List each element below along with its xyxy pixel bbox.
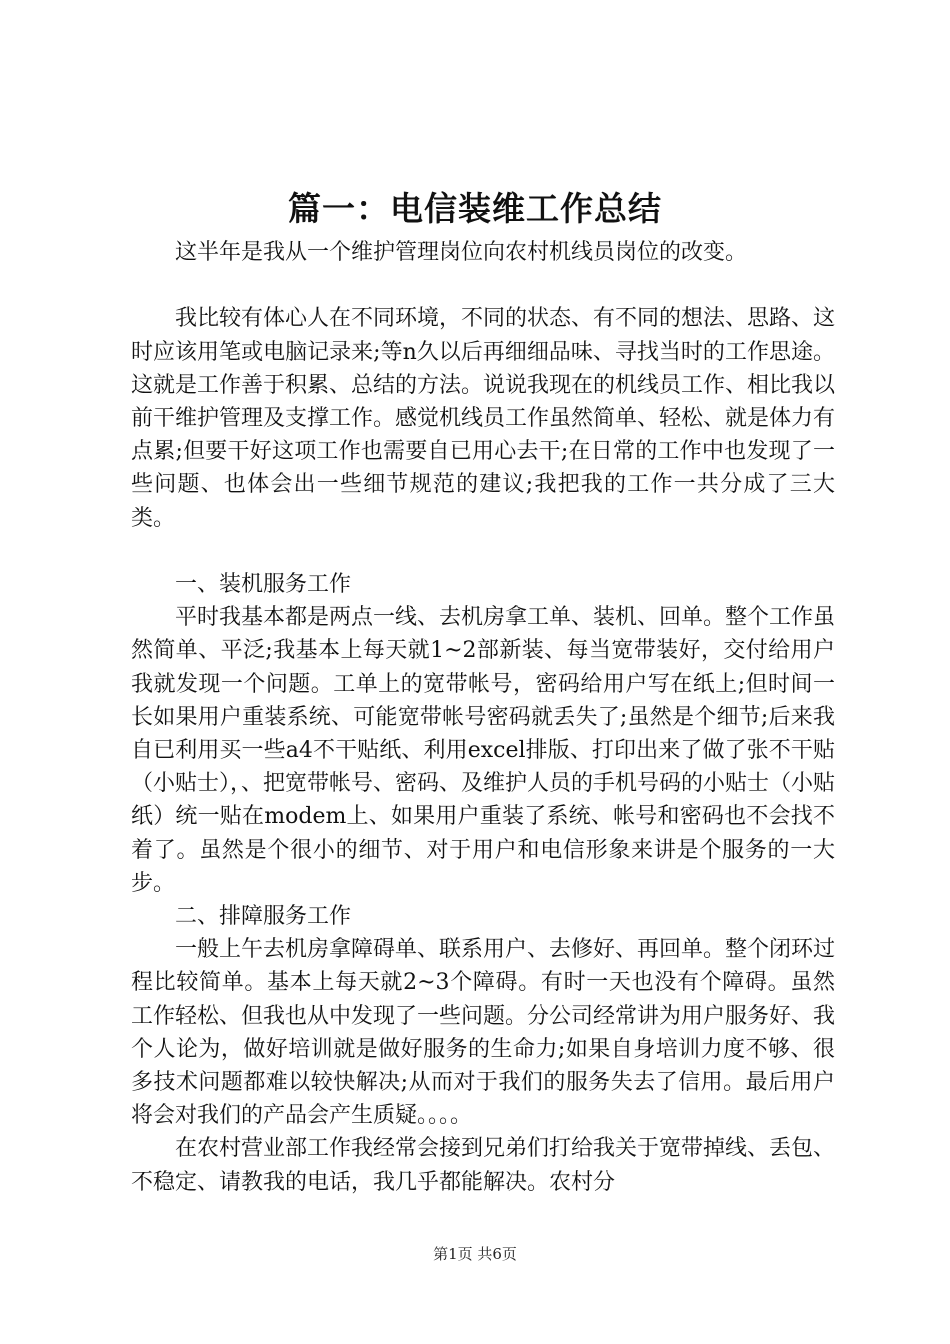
document-title: 篇一：电信装维工作总结 bbox=[288, 189, 662, 228]
section-heading-installation: 一、装机服务工作 bbox=[175, 572, 352, 597]
paragraph-troubleshooting: 一般上午去机房拿障碍单、联系用户、去修好、再回单。整个闭环过程比较简单。基本上每天就2~3个障碍。有时一天也没有个障碍。虽然工作轻松、但我也从中发现了一些问题。分公司经常讲为用户服务好、我个人论为，做好培训就是做好服务的生命力;如果自身培训力度不够、很多技术问题都难以较快解决;从而对于我们的服务失去了信用。最后用户将会对我们的产品会产生质疑。。。。 bbox=[131, 937, 836, 1129]
document-body bbox=[131, 236, 835, 1199]
paragraph-overview: 我比较有体心人在不同环境，不同的状态、有不同的想法、思路、这时应该用笔或电脑记录来;等n久以后再细细品味、寻找当时的工作思途。这就是工作善于积累、总结的方法。说说我现在的机线员工作、相比我以前干维护管理及支撑工作。感觉机线员工作虽然简单、轻松、就是体力有点累;但要干好这项工作也需要自已用心去干;在日常的工作中也发现了一些问题、也体会出一些细节规范的建议;我把我的工作一共分成了三大类。 bbox=[131, 306, 836, 531]
section-heading-troubleshooting: 二、排障服务工作 bbox=[175, 904, 352, 930]
paragraph-gap bbox=[131, 535, 835, 568]
paragraph-installation: 平时我基本都是两点一线、去机房拿工单、装机、回单。整个工作虽然简单、平泛;我基本上每天就1~2部新装、每当宽带装好，交付给用户我就发现一个问题。工单上的宽带帐号，密码给用户写在纸上;但时间一长如果用户重装系统、可能宽带帐号密码就丢失了;虽然是个细节;后来我自已利用买一些a4不干贴纸、利用excel排版、打印出来了做了张不干贴（小贴士），、把宽带帐号、密码、及维护人员的手机号码的小贴士（小贴纸）统一贴在modem上、如果用户重装了系统、帐号和密码也不会找不着了。虽然是个很小的细节、对于用户和电信形象来讲是个服务的一大步。 bbox=[131, 605, 836, 896]
page-number-footer: 第1页 共6页 bbox=[433, 1245, 517, 1263]
paragraph-intro: 这半年是我从一个维护管理岗位向农村机线员岗位的改变。 bbox=[175, 240, 748, 265]
paragraph-rural-office: 在农村营业部工作我经常会接到兄弟们打给我关于宽带掉线、丢包、不稳定、请教我的电话，我几乎都能解决。农村分 bbox=[131, 1136, 836, 1195]
paragraph-gap bbox=[131, 269, 835, 302]
